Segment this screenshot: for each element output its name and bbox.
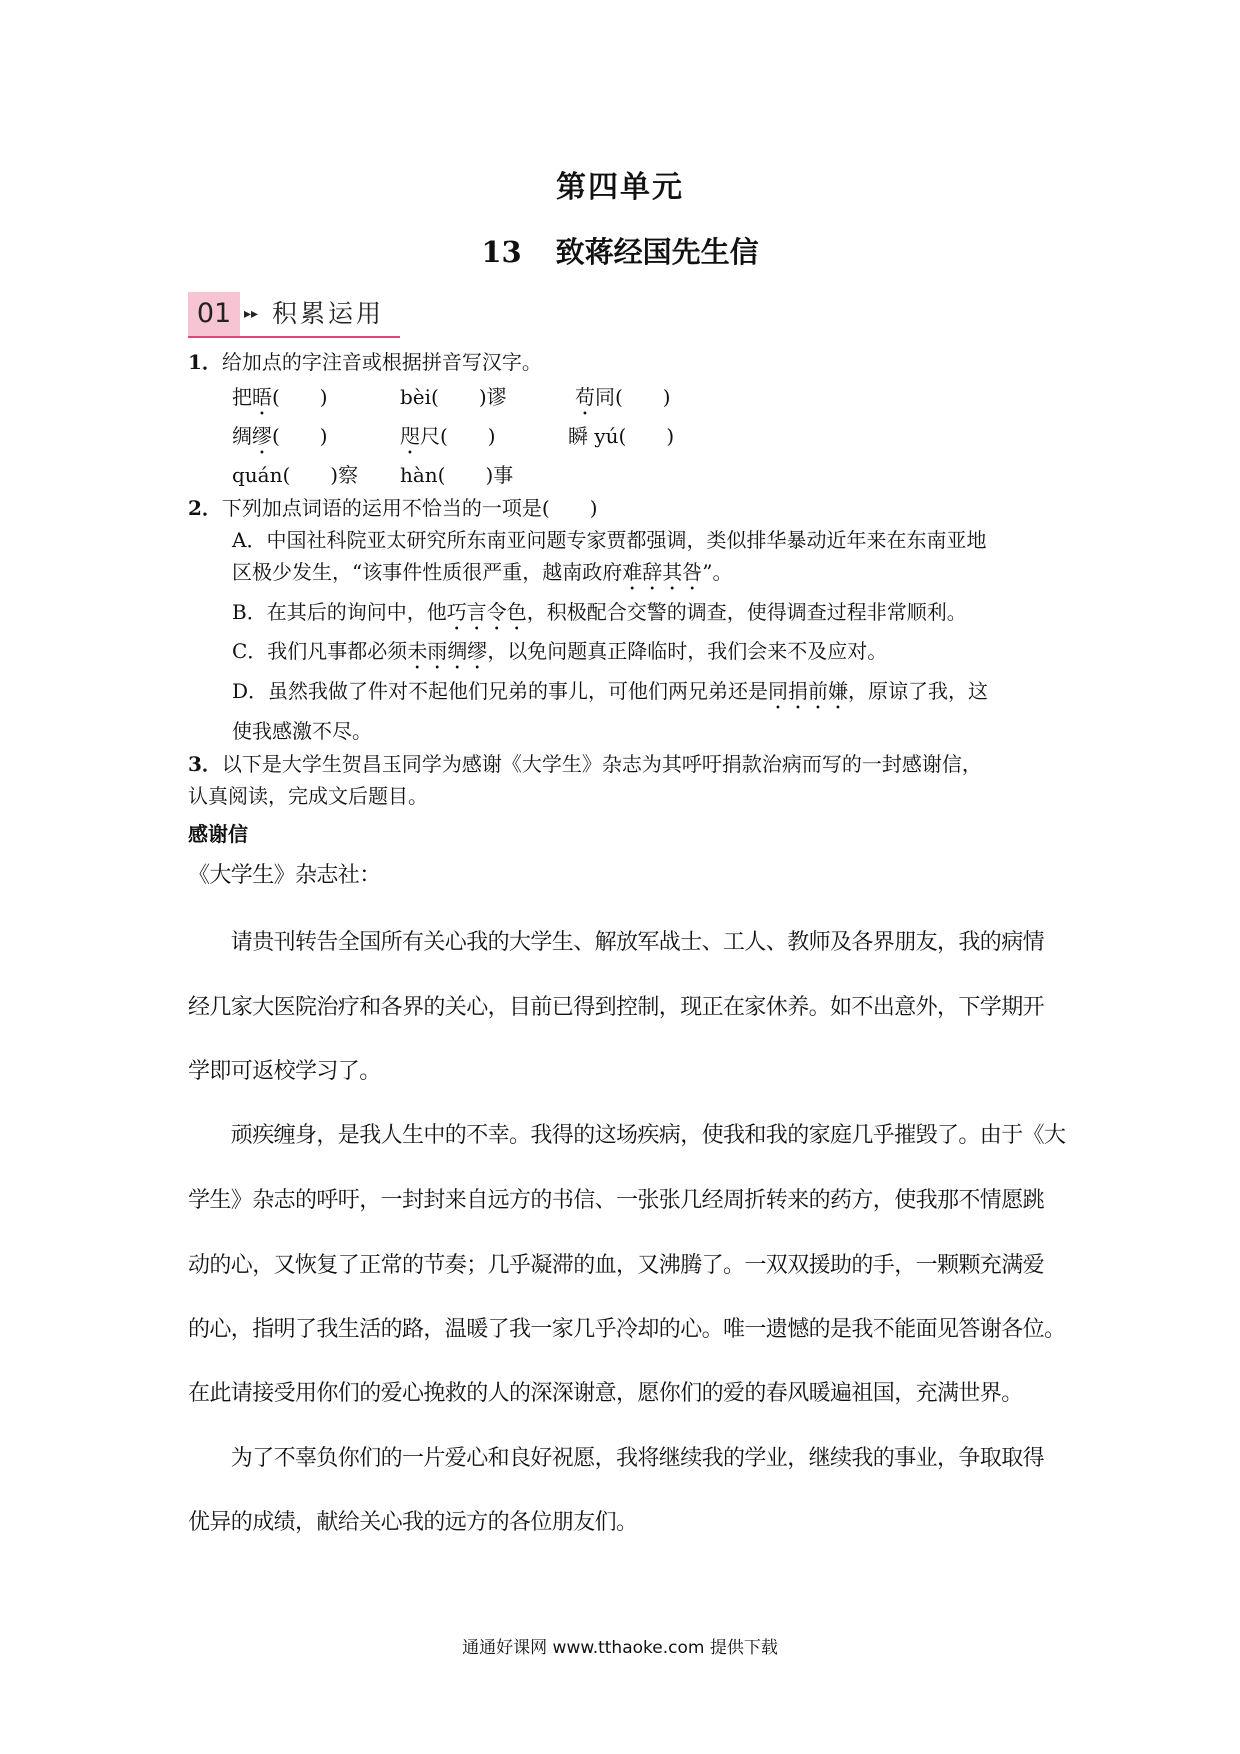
question-prompt: 下列加点词语的运用不恰当的一项是( ) [221, 496, 598, 520]
pinyin-item: 咫尺( ) [400, 424, 496, 448]
question-number: 1． [188, 350, 222, 374]
question-1 [188, 348, 542, 376]
pinyin-item: bèi( )谬 [400, 385, 507, 409]
question-3-cont: 认真阅读，完成文后题目。 [188, 784, 428, 808]
question-number: 2． [188, 496, 222, 520]
letter-line: 学生》杂志的呼吁，一封封来自远方的书信、一张张几经周折转来的药方，使我那不情愿跳 [188, 1188, 1045, 1213]
letter-line: 顽疾缠身，是我人生中的不幸。我得的这场疾病，使我和我的家庭几乎摧毁了。由于《大 [188, 1123, 1066, 1148]
pinyin-item: 瞬 yú( ) [568, 424, 675, 448]
option-d: D．虽然我做了件对不起他们兄弟的事儿，可他们两兄弟还是同捐前嫌，原谅了我，这 [232, 679, 989, 703]
letter-line: 为了不辜负你们的一片爱心和良好祝愿，我将继续我的学业，继续我的事业，争取取得 [188, 1446, 1045, 1471]
lesson-name: 致蒋经国先生信 [555, 235, 759, 269]
section-label: 积累运用 [272, 299, 385, 328]
letter-salutation: 《大学生》杂志社： [188, 863, 381, 888]
double-arrow-icon: ▸▸ [244, 306, 259, 322]
letter-title: 感谢信 [188, 822, 248, 846]
pinyin-item: 把晤( ) [232, 385, 328, 409]
question-prompt: 给加点的字注音或根据拼音写汉字。 [221, 350, 542, 374]
option-a: A．中国社科院亚太研究所东南亚问题专家贾都强调，类似排华暴动近年来在东南亚地 [232, 528, 987, 552]
pinyin-item: hàn( )事 [400, 463, 514, 487]
lesson-title [0, 230, 1240, 271]
lesson-number: 13 [481, 235, 522, 269]
section-number: 01 [188, 292, 240, 336]
letter-line: 请贵刊转告全国所有关心我的大学生、解放军战士、工人、教师及各界朋友，我的病情 [188, 930, 1045, 955]
pinyin-item: quán( )察 [232, 463, 359, 487]
question-prompt: 以下是大学生贺昌玉同学为感谢《大学生》杂志为其呼吁捐款治病而写的一封感谢信， [221, 752, 982, 776]
letter-line: 动的心，又恢复了正常的节奏；几乎凝滞的血，又沸腾了。一双双援助的手，一颗颗充满爱 [188, 1253, 1045, 1278]
question-2 [188, 494, 598, 522]
letter-line: 经几家大医院治疗和各界的关心，目前已得到控制，现正在家休养。如不出意外，下学期开 [188, 995, 1045, 1020]
question-3 [188, 750, 982, 778]
option-b: B．在其后的询问中，他巧言令色，积极配合交警的调查，使得调查过程非常顺利。 [232, 600, 967, 624]
option-c: C．我们凡事都必须未雨绸缪，以免问题真正降临时，我们会来不及应对。 [232, 639, 888, 663]
letter-line: 学即可返校学习了。 [188, 1059, 381, 1084]
pinyin-item: 绸缪( ) [232, 424, 328, 448]
letter-line: 优异的成绩，献给关心我的远方的各位朋友们。 [188, 1510, 638, 1535]
question-number: 3． [188, 752, 222, 776]
pinyin-item: 苟同( ) [575, 385, 671, 409]
unit-title: 第四单元 [556, 170, 684, 205]
letter-line: 在此请接受用你们的爱心挽救的人的深深谢意，愿你们的爱的春风暖遍祖国，充满世界。 [188, 1381, 1023, 1406]
section-badge [188, 292, 400, 338]
option-d-cont: 使我感激不尽。 [232, 719, 372, 743]
option-a-cont: 区极少发生，“该事件性质很严重，越南政府难辞其咎”。 [232, 560, 733, 584]
letter-line: 的心，指明了我生活的路，温暖了我一家几乎冷却的心。唯一遗憾的是我不能面见答谢各位。 [188, 1317, 1066, 1342]
footer-credit: 通通好课网 www.tthaoke.com 提供下载 [462, 1638, 778, 1658]
